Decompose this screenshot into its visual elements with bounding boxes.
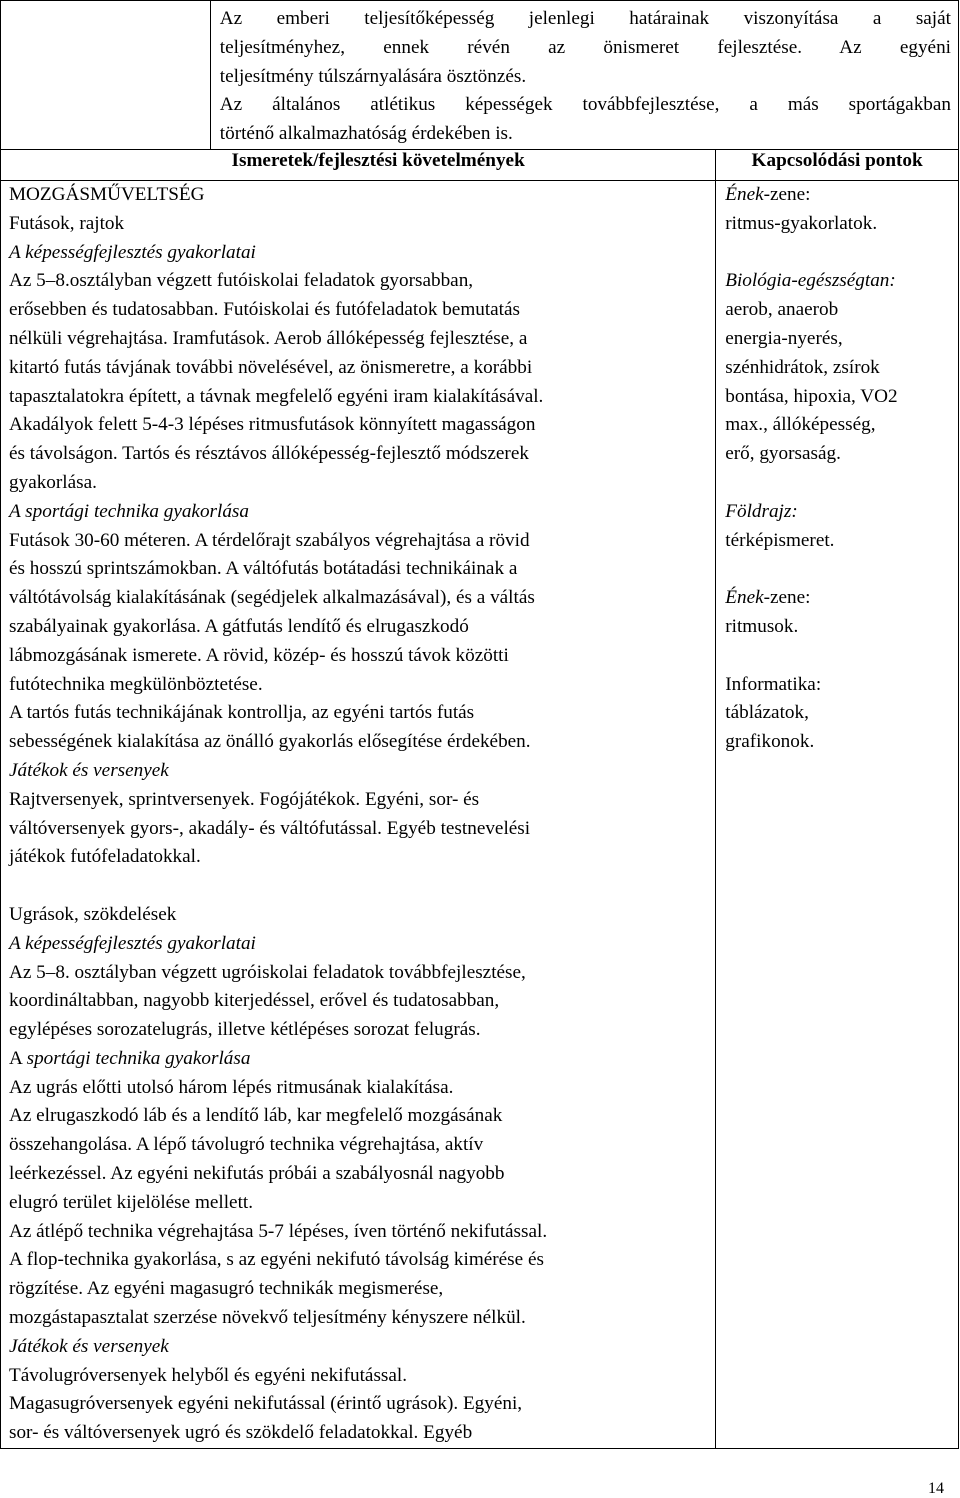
music-label-rest: -zene:	[763, 183, 811, 205]
intro-line: teljesítmény túlszárnyalására ösztönzés.	[219, 65, 527, 87]
text-line: tapasztalatokra épített, a távnak megfelelő egyéni iram kialakításával.	[9, 385, 544, 407]
text-line: Futások 30-60 méteren. A térdelőrajt szabályos végrehajtása a rövid	[9, 529, 530, 551]
intro-line: teljesítményhez, ennek révén az önismeret fejlesztése. Az egyéni	[219, 36, 951, 58]
header-knowledge: Ismeretek/fejlesztési követelmények	[1, 149, 716, 180]
connection-line: térképismeret.	[725, 529, 835, 551]
geography-title: Földrajz:	[725, 500, 798, 522]
text-line: A tartós futás technikájának kontrollja, az egyéni tartós futás	[9, 702, 475, 724]
caption-line	[9, 1045, 715, 1074]
text-line: leérkezéssel. Az egyéni nekifutás próbái a szabályosnál nagyobb	[9, 1163, 505, 1185]
caption: Játékok és versenyek	[9, 1335, 169, 1357]
text-line: rögzítése. Az egyéni magasugró technikák megismerése,	[9, 1278, 444, 1300]
text-line: egylépéses sorozatelugrás, illetve kétlépéses sorozat felugrás.	[9, 1019, 481, 1041]
connection-line: ritmusok.	[725, 615, 799, 637]
page-number: 14	[928, 1480, 944, 1497]
music-label: Ének	[725, 183, 764, 205]
text-line: szabályainak gyakorlása. A gátfutás lendítő és elrugaszkodó	[9, 615, 469, 637]
text-line: elugró terület kijelölése mellett.	[9, 1191, 254, 1213]
text-line: és hosszú sprintszámokban. A váltófutás botátadási technikáinak a	[9, 558, 518, 580]
connection-line: szénhidrátok, zsírok	[725, 356, 880, 378]
spacer	[725, 469, 958, 498]
intro-cell	[210, 1, 958, 150]
music-label-rest: -zene:	[763, 587, 811, 609]
informatics-title: Informatika:	[725, 673, 822, 695]
intro-line: Az általános atlétikus képességek továbbfejlesztése, a más sportágakban	[219, 94, 951, 116]
music-title	[725, 181, 958, 210]
text-line: sor- és váltóversenyek ugró és szökdelő feladatokkal. Egyéb	[9, 1422, 473, 1444]
header-connections: Kapcsolódási pontok	[716, 149, 959, 180]
text-line: A flop-technika gyakorlása, s az egyéni nekifutó távolság kimérése és	[9, 1249, 544, 1271]
text-line: váltótávolság kialakításának (segédjelek alkalmazásával), és a váltás	[9, 587, 535, 609]
text-line: Az 5–8. osztályban végzett ugróiskolai feladatok továbbfejlesztése,	[9, 961, 526, 983]
empty-cell	[1, 1, 211, 150]
spacer	[725, 555, 958, 584]
connections-cell	[716, 180, 959, 1448]
text-line: Az elrugaszkodó láb és a lendítő láb, kar megfelelő mozgásának	[9, 1105, 503, 1127]
intro-line: Az emberi teljesítőképesség jelenlegi határainak viszonyítása a saját	[219, 8, 951, 29]
connection-line: energia-nyerés,	[725, 327, 843, 349]
spacer	[9, 872, 715, 901]
text-line: játékok futófeladatokkal.	[9, 846, 201, 868]
text-line: lábmozgásának ismerete. A rövid, közép- és hosszú távok közötti	[9, 644, 509, 666]
text-line: Rajtversenyek, sprintversenyek. Fogójátékok. Egyéni, sor- és	[9, 788, 480, 810]
connection-line: ritmus-gyakorlatok.	[725, 212, 878, 234]
text-line: sebességének kialakítása az önálló gyakorlás elősegítése érdekében.	[9, 731, 531, 753]
caption: A képességfejlesztés gyakorlatai	[9, 932, 256, 954]
intro-line: történő alkalmazhatóság érdekében is.	[219, 123, 513, 145]
biology-title: Biológia-egészségtan:	[725, 270, 896, 292]
text-line: Az ugrás előtti utolsó három lépés ritmusának kialakítása.	[9, 1076, 454, 1098]
text-line: Magasugróversenyek egyéni nekifutással (érintő ugrások). Egyéni,	[9, 1393, 523, 1415]
text-line: Az átlépő technika végrehajtása 5-7 lépéses, íven történő nekifutással.	[9, 1220, 548, 1242]
music-title	[725, 584, 958, 613]
connection-line: erő, gyorsaság.	[725, 443, 841, 465]
content-cell	[1, 180, 716, 1448]
text-line: Távolugróversenyek helyből és egyéni nekifutással.	[9, 1364, 408, 1386]
text-line: kitartó futás távjának további növelésével, az önismeretre, a korábbi	[9, 356, 533, 378]
text-line: Az 5–8.osztályban végzett futóiskolai feladatok gyorsabban,	[9, 270, 474, 292]
connection-line: max., állóképesség,	[725, 414, 876, 436]
text-line: erősebben és tudatosabban. Futóiskolai és futófeladatok bemutatás	[9, 299, 520, 321]
text-line: összehangolása. A lépő távolugró technika végrehajtása, aktív	[9, 1134, 484, 1156]
caption: Játékok és versenyek	[9, 759, 169, 781]
spacer	[725, 642, 958, 671]
text-line: gyakorlása.	[9, 471, 97, 493]
caption: A sportági technika gyakorlása	[9, 500, 249, 522]
text-line: nélküli végrehajtása. Iramfutások. Aerob állóképesség fejlesztése, a	[9, 327, 528, 349]
connection-line: táblázatok,	[725, 702, 809, 724]
text-line: koordináltabban, nagyobb kiterjedéssel, erővel és tudatosabban,	[9, 990, 500, 1012]
music-label: Ének	[725, 587, 764, 609]
text-line: és távolságon. Tartós és résztávos állóképesség-fejlesztő módszerek	[9, 443, 529, 465]
section-title: MOZGÁSMŰVELTSÉG	[9, 183, 205, 205]
text-line: futótechnika megkülönböztetése.	[9, 673, 263, 695]
text-line: váltóversenyek gyors-, akadály- és váltófutással. Egyéb testnevelési	[9, 817, 531, 839]
text-line: mozgástapasztalat szerzése növekvő teljesítmény kényszere nélkül.	[9, 1307, 526, 1329]
connection-line: grafikonok.	[725, 731, 815, 753]
subsection-title: Futások, rajtok	[9, 212, 125, 234]
connection-line: bontása, hipoxia, VO2	[725, 385, 898, 407]
caption-prefix: A	[9, 1047, 27, 1069]
spacer	[725, 239, 958, 268]
subsection-title: Ugrások, szökdelések	[9, 903, 177, 925]
caption: A képességfejlesztés gyakorlatai	[9, 241, 256, 263]
caption: sportági technika gyakorlása	[26, 1047, 251, 1069]
connection-line: aerob, anaerob	[725, 299, 839, 321]
text-line: Akadályok felett 5-4-3 lépéses ritmusfutások könnyített magasságon	[9, 414, 536, 436]
